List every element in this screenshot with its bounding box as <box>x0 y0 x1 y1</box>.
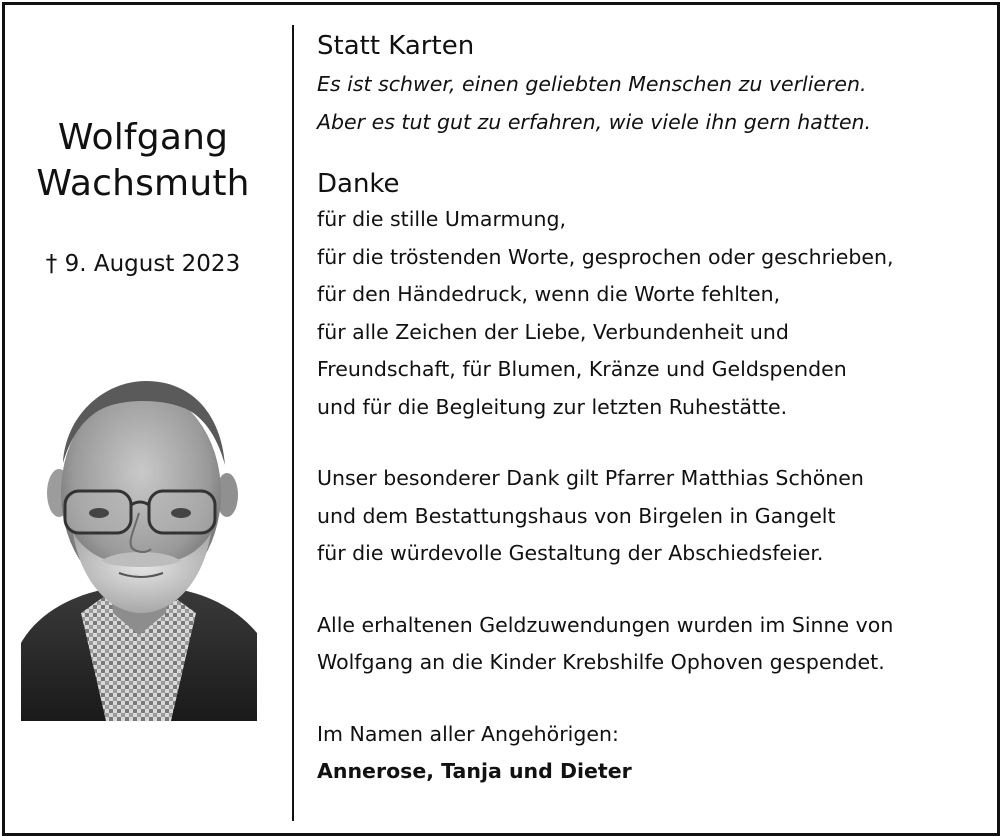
thanks-line: Freundschaft, für Blumen, Kränze und Geldspenden <box>317 357 847 381</box>
on-behalf-line: Im Namen aller Angehörigen: <box>317 721 619 746</box>
portrait-photo <box>21 373 257 721</box>
name-first: Wolfgang <box>57 117 229 158</box>
special-line: und dem Bestattungshaus von Birgelen in Gangelt <box>317 503 836 528</box>
vertical-divider <box>292 25 294 821</box>
special-line: für die würdevolle Gestaltung der Abschiedsfeier. <box>317 541 824 565</box>
quote-line: Aber es tut gut zu erfahren, wie viele ihn gern hatten. <box>317 110 872 134</box>
signatories: Annerose, Tanja und Dieter <box>317 759 632 783</box>
special-line: Unser besonderer Dank gilt Pfarrer Matthias Schönen <box>317 466 864 490</box>
quote-line: Es ist schwer, einen geliebten Menschen zu verlieren. <box>317 72 867 96</box>
thanks-paragraph <box>317 201 987 426</box>
donation-line: Wolfgang an die Kinder Krebshilfe Ophoven gespendet. <box>317 650 885 674</box>
special-thanks-paragraph <box>317 460 987 573</box>
thanks-line: und für die Begleitung zur letzten Ruhestätte. <box>317 394 788 419</box>
thanks-line: für die tröstenden Worte, gesprochen oder geschrieben, <box>317 244 894 269</box>
left-column <box>5 5 293 833</box>
right-column <box>317 29 987 791</box>
death-date: † 9. August 2023 <box>45 251 241 277</box>
heading-statt-karten: Statt Karten <box>317 31 475 61</box>
name-last: Wachsmuth <box>36 163 250 204</box>
deceased-name <box>5 115 281 207</box>
thanks-line: für alle Zeichen der Liebe, Verbundenheit und <box>317 319 789 344</box>
obituary-card <box>2 2 1000 836</box>
donation-line: Alle erhaltenen Geldzuwendungen wurden im Sinne von <box>317 612 894 637</box>
thanks-line: für die stille Umarmung, <box>317 207 567 231</box>
donation-paragraph <box>317 607 987 682</box>
heading-danke: Danke <box>317 169 400 199</box>
quote <box>317 65 987 141</box>
thanks-line: für den Händedruck, wenn die Worte fehlten, <box>317 282 781 306</box>
portrait-illustration <box>21 373 257 721</box>
